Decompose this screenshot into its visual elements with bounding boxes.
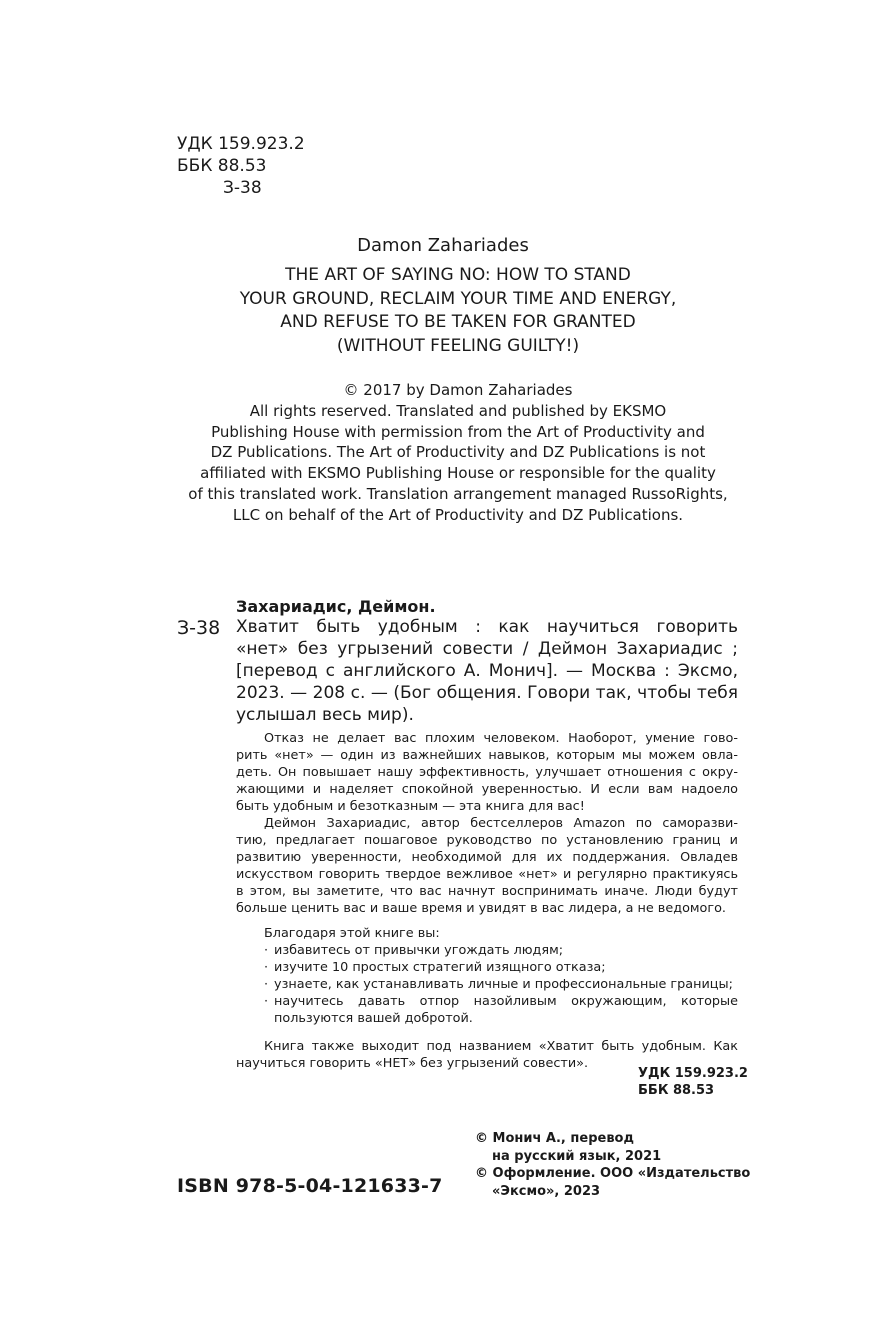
- author-mark: З-38: [223, 178, 262, 198]
- bibliography-line: услышал весь мир).: [236, 705, 414, 725]
- list-item: [236, 942, 738, 959]
- credit-line: на русский язык, 2021: [492, 1148, 662, 1164]
- list-item: [236, 959, 738, 976]
- bibliography-line: «нет» без угрызений совести / Деймон Захариадис ;: [236, 639, 738, 659]
- bibliography-heading: Захариадис, Деймон.: [236, 597, 436, 616]
- annotation-line: Отказ не делает вас плохим человеком. Наоборот, умение гово-: [264, 731, 738, 746]
- original-title-line: AND REFUSE TO BE TAKEN FOR GRANTED: [280, 312, 636, 332]
- list-item: [236, 993, 738, 1010]
- udk-code: УДК 159.923.2: [638, 1066, 748, 1081]
- bullet: ·: [264, 994, 269, 1009]
- original-title-line: THE ART OF SAYING NO: HOW TO STAND: [285, 265, 631, 285]
- rights-line: All rights reserved. Translated and published by EKSMO: [249, 401, 667, 420]
- rights-notice: [170, 380, 746, 526]
- rights-line: of this translated work. Translation arrangement managed RussoRights,: [188, 484, 728, 503]
- annotation-line: жающими и наделяет спокойной уверенностью. И если вам надоело: [236, 782, 738, 797]
- original-title: [150, 264, 766, 358]
- credit-line: © Монич А., перевод: [475, 1131, 634, 1146]
- annotation-line: Деймон Захариадис, автор бестселлеров Amazon по саморазви-: [264, 816, 738, 831]
- bbk-code: ББК 88.53: [177, 156, 267, 176]
- bibliography-line: [перевод с английского А. Монич]. — Москва : Эксмо,: [236, 661, 738, 681]
- benefits-intro: Благодаря этой книге вы:: [264, 926, 440, 941]
- credit-line: «Эксмо», 2023: [492, 1183, 601, 1199]
- annotation-line: искусством говорить твердое вежливое «нет» и регулярно практикуясь: [236, 867, 738, 882]
- bibliography-code: З-38: [177, 617, 221, 639]
- benefits-list: [236, 925, 738, 1027]
- classification-codes: [177, 133, 305, 199]
- list-item-continuation: пользуются вашей добротой.: [274, 1011, 473, 1026]
- original-author: Damon Zahariades: [357, 235, 529, 256]
- udk-code: УДК 159.923.2: [177, 134, 305, 154]
- bbk-code: ББК 88.53: [638, 1083, 715, 1098]
- credit-line: © Оформление. ООО «Издательство: [475, 1166, 751, 1181]
- rights-line: affiliated with EKSMO Publishing House or responsible for the quality: [200, 464, 716, 483]
- bottom-classification-codes: [638, 1065, 748, 1099]
- bibliography-line: Хватит быть удобным : как научиться говорить: [236, 617, 738, 637]
- rights-line: DZ Publications. The Art of Productivity and DZ Publications is not: [210, 443, 706, 462]
- rights-line: LLC on behalf of the Art of Productivity and DZ Publications.: [232, 505, 684, 524]
- rights-line: © 2017 by Damon Zahariades: [343, 381, 573, 399]
- rights-line: Publishing House with permission from the Art of Productivity and: [211, 422, 705, 441]
- annotation-line: развитию уверенности, необходимой для их поддержания. Овладев: [236, 850, 738, 865]
- original-title-line: YOUR GROUND, RECLAIM YOUR TIME AND ENERGY,: [239, 288, 677, 309]
- annotation: [236, 730, 738, 917]
- bullet: ·: [264, 977, 269, 992]
- also-published-line: Книга также выходит под названием «Хватит быть удобным. Как: [264, 1039, 738, 1054]
- bibliography-line: 2023. — 208 с. — (Бог общения. Говори так, чтобы тебя: [236, 683, 738, 703]
- annotation-line: больше ценить вас и ваше время и увидят в вас лидера, а не ведомого.: [236, 901, 726, 916]
- list-item-text: избавитесь от привычки угождать людям;: [274, 943, 564, 958]
- list-item-text: научитесь давать отпор назойливым окружающим, которые: [274, 994, 738, 1009]
- annotation-line: в этом, вы заметите, что вас начнут воспринимать иначе. Люди будут: [236, 884, 738, 899]
- also-published-line: научиться говорить «НЕТ» без угрызений совести».: [236, 1056, 589, 1071]
- annotation-line: тию, предлагает пошаговое руководство по установлению границ и: [236, 833, 738, 848]
- annotation-line: деть. Он повышает нашу эффективность, улучшает отношения с окру-: [236, 765, 738, 780]
- list-item-text: изучите 10 простых стратегий изящного отказа;: [274, 960, 606, 975]
- list-item-text: узнаете, как устанавливать личные и профессиональные границы;: [274, 977, 733, 992]
- bullet: ·: [264, 960, 269, 975]
- list-item: [236, 976, 738, 993]
- annotation-line: быть удобным и безотказным — эта книга для вас!: [236, 799, 585, 814]
- annotation-line: рить «нет» — один из важнейших навыков, которым мы можем овла-: [236, 748, 738, 763]
- bullet: ·: [264, 943, 269, 958]
- original-title-line: (WITHOUT FEELING GUILTY!): [336, 335, 580, 356]
- bibliography-record: [236, 616, 738, 726]
- copyright-credits: [475, 1130, 750, 1200]
- isbn: ISBN 978-5-04-121633-7: [177, 1175, 443, 1197]
